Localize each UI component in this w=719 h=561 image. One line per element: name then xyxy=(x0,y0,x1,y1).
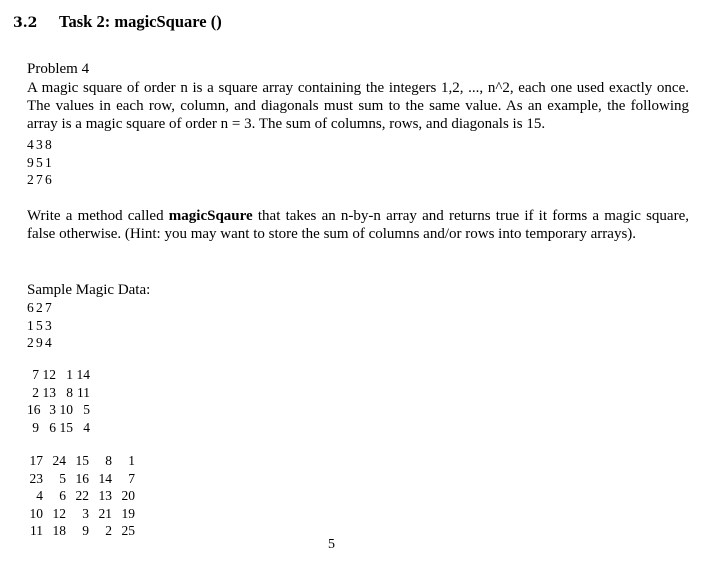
grid-cell: 21 xyxy=(98,505,112,521)
grid-cell: 3 xyxy=(36,137,43,152)
grid-cell: 6 xyxy=(59,488,66,503)
grid-cell: 23 xyxy=(29,470,43,486)
grid-row xyxy=(27,334,54,352)
grid-row xyxy=(27,487,135,505)
grid-cell: 8 xyxy=(45,137,52,152)
grid-cell: 6 xyxy=(45,172,52,187)
grid-cell: 20 xyxy=(121,488,135,503)
grid-row xyxy=(27,299,54,317)
method-paragraph xyxy=(27,207,689,243)
grid-cell: 4 xyxy=(27,137,34,152)
grid-cell: 16 xyxy=(75,470,89,486)
grid-row xyxy=(27,154,54,172)
problem-label: Problem 4 xyxy=(27,61,90,77)
grid-cell: 7 xyxy=(128,470,135,486)
grid-cell: 10 xyxy=(29,505,43,521)
grid-cell: 9 xyxy=(36,335,43,350)
grid-cell: 9 xyxy=(32,419,39,435)
grid-cell: 15 xyxy=(59,419,73,435)
sample-label: Sample Magic Data: xyxy=(27,282,151,298)
grid-cell: 12 xyxy=(42,367,56,382)
grid-cell: 6 xyxy=(27,300,34,315)
grid-cell: 5 xyxy=(83,402,90,417)
grid-cell: 22 xyxy=(75,488,89,503)
grid-row xyxy=(27,419,90,437)
grid-cell: 13 xyxy=(98,488,112,503)
grid-cell: 2 xyxy=(32,384,39,400)
grid-cell: 10 xyxy=(59,402,73,417)
grid-row xyxy=(27,384,90,402)
grid-cell: 3 xyxy=(49,402,56,417)
grid-cell: 1 xyxy=(128,453,135,468)
grid-cell: 16 xyxy=(27,402,41,417)
intro-paragraph: A magic square of order n is a square array containing the integers 1,2, ..., n^2, each one used exactly once. The values in each row, column, and diagonals must sum to the same value. As an example, the following array is a magic square of order n = 3. The sum of columns, rows, and diagonals is 15. xyxy=(27,80,689,132)
grid-row xyxy=(27,522,135,540)
grid-cell: 25 xyxy=(121,523,135,538)
grid-cell: 2 xyxy=(27,335,34,350)
grid-row xyxy=(27,317,54,335)
grid-cell: 9 xyxy=(27,154,34,170)
grid-cell: 2 xyxy=(105,523,112,538)
grid-cell: 24 xyxy=(52,453,66,468)
grid-cell: 9 xyxy=(82,523,89,538)
sample-magic-square-5 xyxy=(27,452,135,540)
section-title: Task 2: magicSquare () xyxy=(59,12,222,31)
grid-cell: 14 xyxy=(76,367,90,382)
page-number: 5 xyxy=(328,537,335,552)
grid-cell: 2 xyxy=(36,300,43,315)
grid-cell: 5 xyxy=(36,317,43,333)
grid-cell: 4 xyxy=(36,488,43,503)
grid-cell: 6 xyxy=(49,419,56,435)
grid-cell: 5 xyxy=(36,154,43,170)
grid-row xyxy=(27,366,90,384)
grid-cell: 12 xyxy=(52,505,66,521)
grid-row xyxy=(27,505,135,523)
grid-cell: 19 xyxy=(121,505,135,521)
grid-cell: 2 xyxy=(27,172,34,187)
grid-cell: 1 xyxy=(45,154,52,170)
sample-magic-square-3 xyxy=(27,299,54,352)
grid-row xyxy=(27,171,54,189)
section-heading xyxy=(13,12,222,32)
grid-cell: 4 xyxy=(45,335,52,350)
example-magic-square xyxy=(27,136,54,189)
grid-cell: 1 xyxy=(66,367,73,382)
grid-cell: 7 xyxy=(45,300,52,315)
grid-cell: 18 xyxy=(52,523,66,538)
method-text-after: that takes an n-by-n array and returns true if it forms a magic square, false otherwise. (Hint: you may want to store the sum of columns and/or rows into temporary arrays). xyxy=(27,208,689,242)
method-name: magicSqaure xyxy=(168,208,253,224)
grid-cell: 3 xyxy=(45,317,52,333)
grid-cell: 3 xyxy=(82,505,89,521)
grid-cell: 8 xyxy=(66,384,73,400)
grid-cell: 1 xyxy=(27,317,34,333)
grid-row xyxy=(27,401,90,419)
grid-cell: 8 xyxy=(105,453,112,468)
grid-cell: 11 xyxy=(77,384,90,400)
grid-row xyxy=(27,470,135,488)
grid-row xyxy=(27,452,135,470)
grid-cell: 7 xyxy=(32,367,39,382)
grid-cell: 5 xyxy=(59,470,66,486)
grid-cell: 17 xyxy=(29,453,43,468)
grid-cell: 11 xyxy=(30,523,43,538)
grid-cell: 15 xyxy=(75,453,89,468)
grid-cell: 13 xyxy=(42,384,56,400)
sample-magic-square-4 xyxy=(27,366,90,436)
grid-cell: 14 xyxy=(98,470,112,486)
method-text-before: Write a method called xyxy=(27,208,169,224)
section-number: 3.2 xyxy=(13,15,38,31)
grid-cell: 4 xyxy=(83,419,90,435)
grid-row xyxy=(27,136,54,154)
grid-cell: 7 xyxy=(36,172,43,187)
